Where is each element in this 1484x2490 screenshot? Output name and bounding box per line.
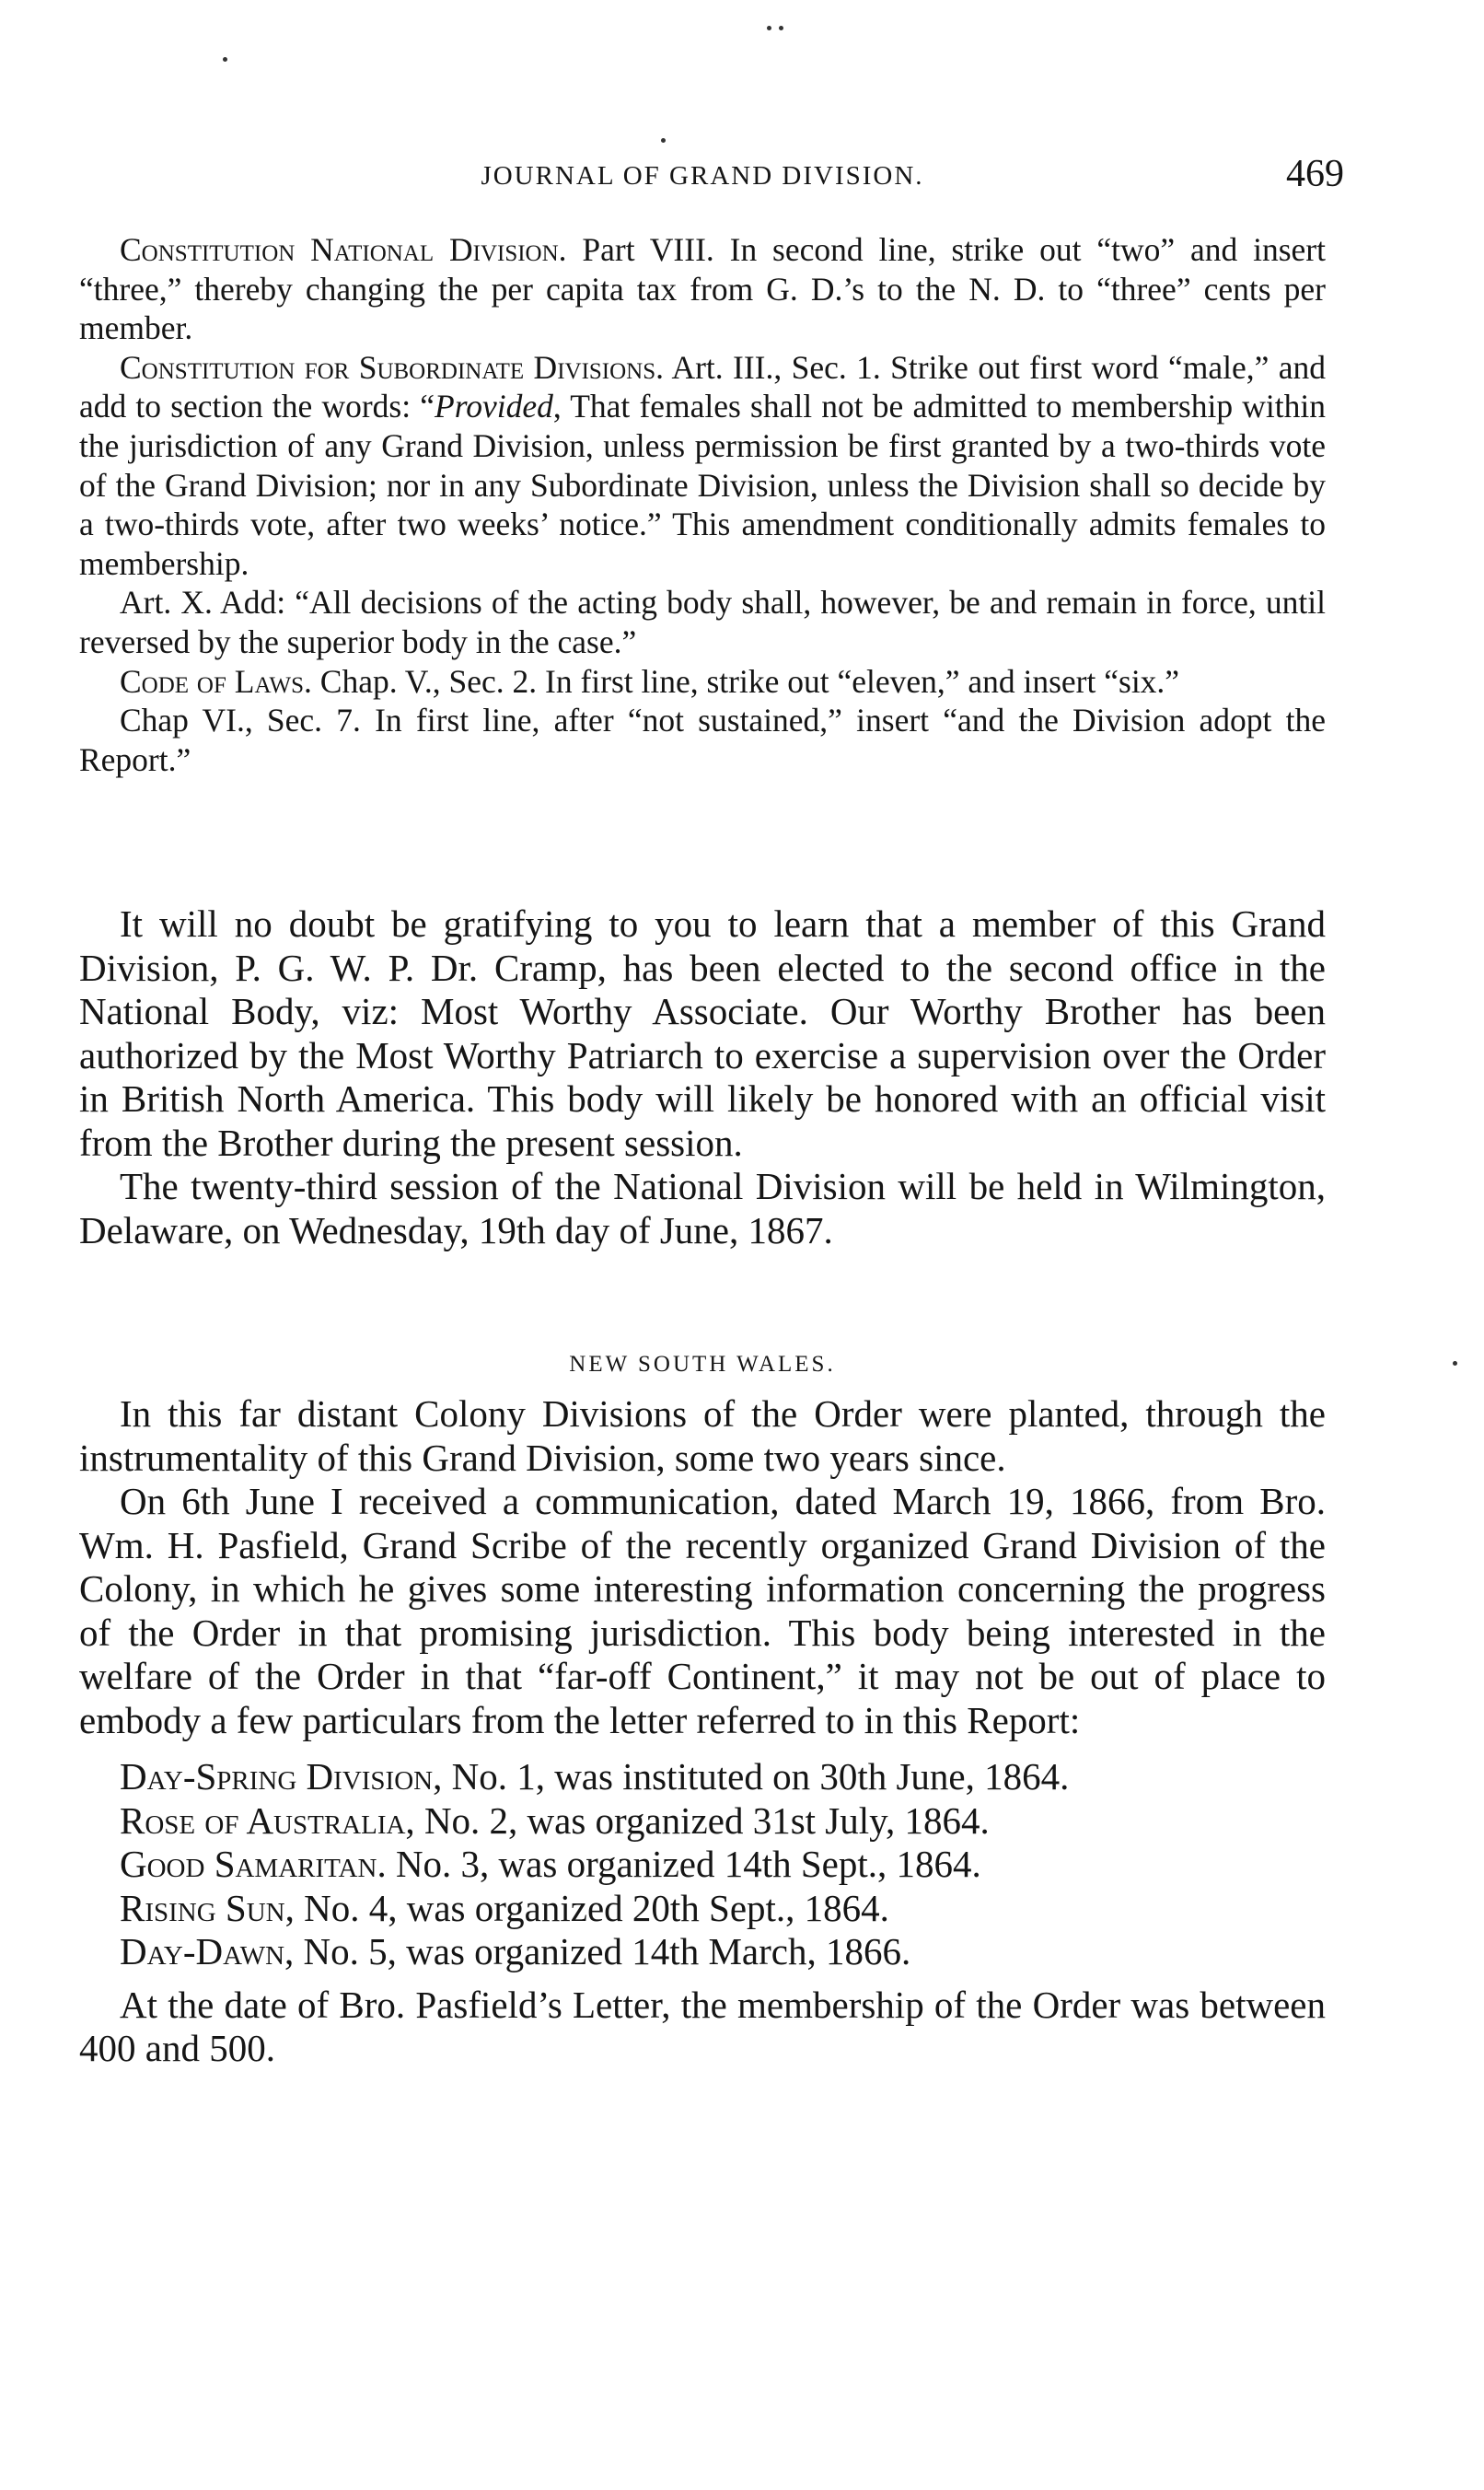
- amendment-text: Chap. V., Sec. 2. In first line, strike out “eleven,” and insert “six.”: [311, 662, 1180, 700]
- paragraph: On 6th June I received a communication, dated March 19, 1866, from Bro. Wm. H. Pasfield, Grand Scribe of the recently organized Grand Division of the Colony, in which he gives some interesting information concerning the progress of the Order in that promising jurisdiction. This body being interested in the welfare of the Order in that “far-off Continent,” it may not be out of place to embody a few particulars from the letter referred to in this Report:: [79, 1480, 1326, 1741]
- paragraph: At the date of Bro. Pasfield’s Letter, the membership of the Order was between 400 and 500.: [79, 1983, 1326, 2069]
- running-head: JOURNAL OF GRAND DIVISION.: [481, 161, 924, 191]
- division-detail: No. 4, was organized 20th Sept., 1864.: [294, 1886, 889, 1929]
- print-speck: [767, 26, 771, 30]
- amendment-subordinate-divisions: [79, 348, 1326, 584]
- amendment-text: Part VIII. In second line, strike out “two” and insert “three,” thereby changing the per capita tax from G. D.’s to the N. D. to “three” cents per member.: [79, 231, 1326, 347]
- division-detail: No. 3, was organized 14th Sept., 1864.: [386, 1843, 981, 1885]
- amendment-heading: Constitution National Division.: [120, 231, 567, 268]
- spacer: [79, 1974, 1326, 1984]
- division-name: Rising Sun,: [120, 1886, 295, 1929]
- list-item: [79, 1799, 1326, 1844]
- list-item: [79, 1843, 1326, 1887]
- page-number: 469: [1286, 153, 1344, 195]
- page-header: [79, 152, 1344, 207]
- print-speck: [223, 57, 227, 62]
- paragraph: In this far distant Colony Divisions of the Order were planted, through the instrumentality of this Grand Division, some two years since.: [79, 1392, 1326, 1479]
- amendment-heading: Code of Laws.: [120, 662, 312, 700]
- amendments-section: [79, 230, 1326, 799]
- division-detail: No. 2, was organized 31st July, 1864.: [414, 1798, 990, 1842]
- amendment-heading: Constitution for Subordinate Divisions.: [120, 348, 665, 386]
- print-speck: [661, 138, 666, 143]
- paragraph: It will no doubt be gratifying to you to learn that a member of this Grand Division, P. G. W. P. Dr. Cramp, has been elected to the second office in the National Body, viz: Most Worthy Associate. Our Worthy Brother has been authorized by the Most Worthy Patriarch to exercise a supervision over the Order in British North America. This body will likely be honored with an official visit from the Brother during the present session.: [79, 902, 1326, 1164]
- amendment-chap-vi: Chap VI., Sec. 7. In first line, after “not sustained,” insert “and the Division adopt the Report.”: [79, 702, 1326, 778]
- division-name: Rose of Australia,: [120, 1798, 415, 1842]
- spacer: [79, 779, 1326, 799]
- division-name: Day-Spring Division,: [120, 1755, 443, 1798]
- amendment-text: , That females shall not be admitted to membership within the jurisdiction of any Grand Division, unless permission be first granted by a two-thirds vote of the Grand Division; nor in any Subordinate Division, unless the Division shall so decide by a two-thirds vote, after two weeks’ notice.” This amendment conditionally admits females to membership.: [79, 388, 1326, 582]
- national-division-section: [79, 902, 1326, 1252]
- section-heading: NEW SOUTH WALES.: [569, 1352, 836, 1377]
- amendment-art-x: Art. X. Add: “All decisions of the acting body shall, however, be and remain in force, until reversed by the superior body in the case.”: [79, 584, 1326, 660]
- amendment-italic-word: Provided: [435, 388, 553, 425]
- division-name: Good Samaritan.: [120, 1843, 387, 1885]
- list-item: [79, 1930, 1326, 1974]
- amendment-code-of-laws: [79, 662, 1326, 702]
- list-item: [79, 1887, 1326, 1931]
- new-south-wales-section: [79, 1392, 1326, 2071]
- division-detail: No. 5, was organized 14th March, 1866.: [294, 1930, 911, 1972]
- division-name: Day-Dawn,: [120, 1930, 295, 1972]
- list-item: [79, 1755, 1326, 1799]
- amendment-national-division: [79, 230, 1326, 348]
- amendment-text: Art. III., Sec. 1. Strike out first word “male,” and add to section the words: “: [79, 348, 1326, 425]
- print-speck: [779, 26, 783, 30]
- division-detail: No. 1, was instituted on 30th June, 1864.: [442, 1755, 1070, 1798]
- paragraph: The twenty-third session of the National Division will be held in Wilmington, Delaware, on Wednesday, 19th day of June, 1867.: [79, 1165, 1326, 1251]
- divisions-list: [79, 1755, 1326, 1974]
- print-speck: [1453, 1361, 1457, 1366]
